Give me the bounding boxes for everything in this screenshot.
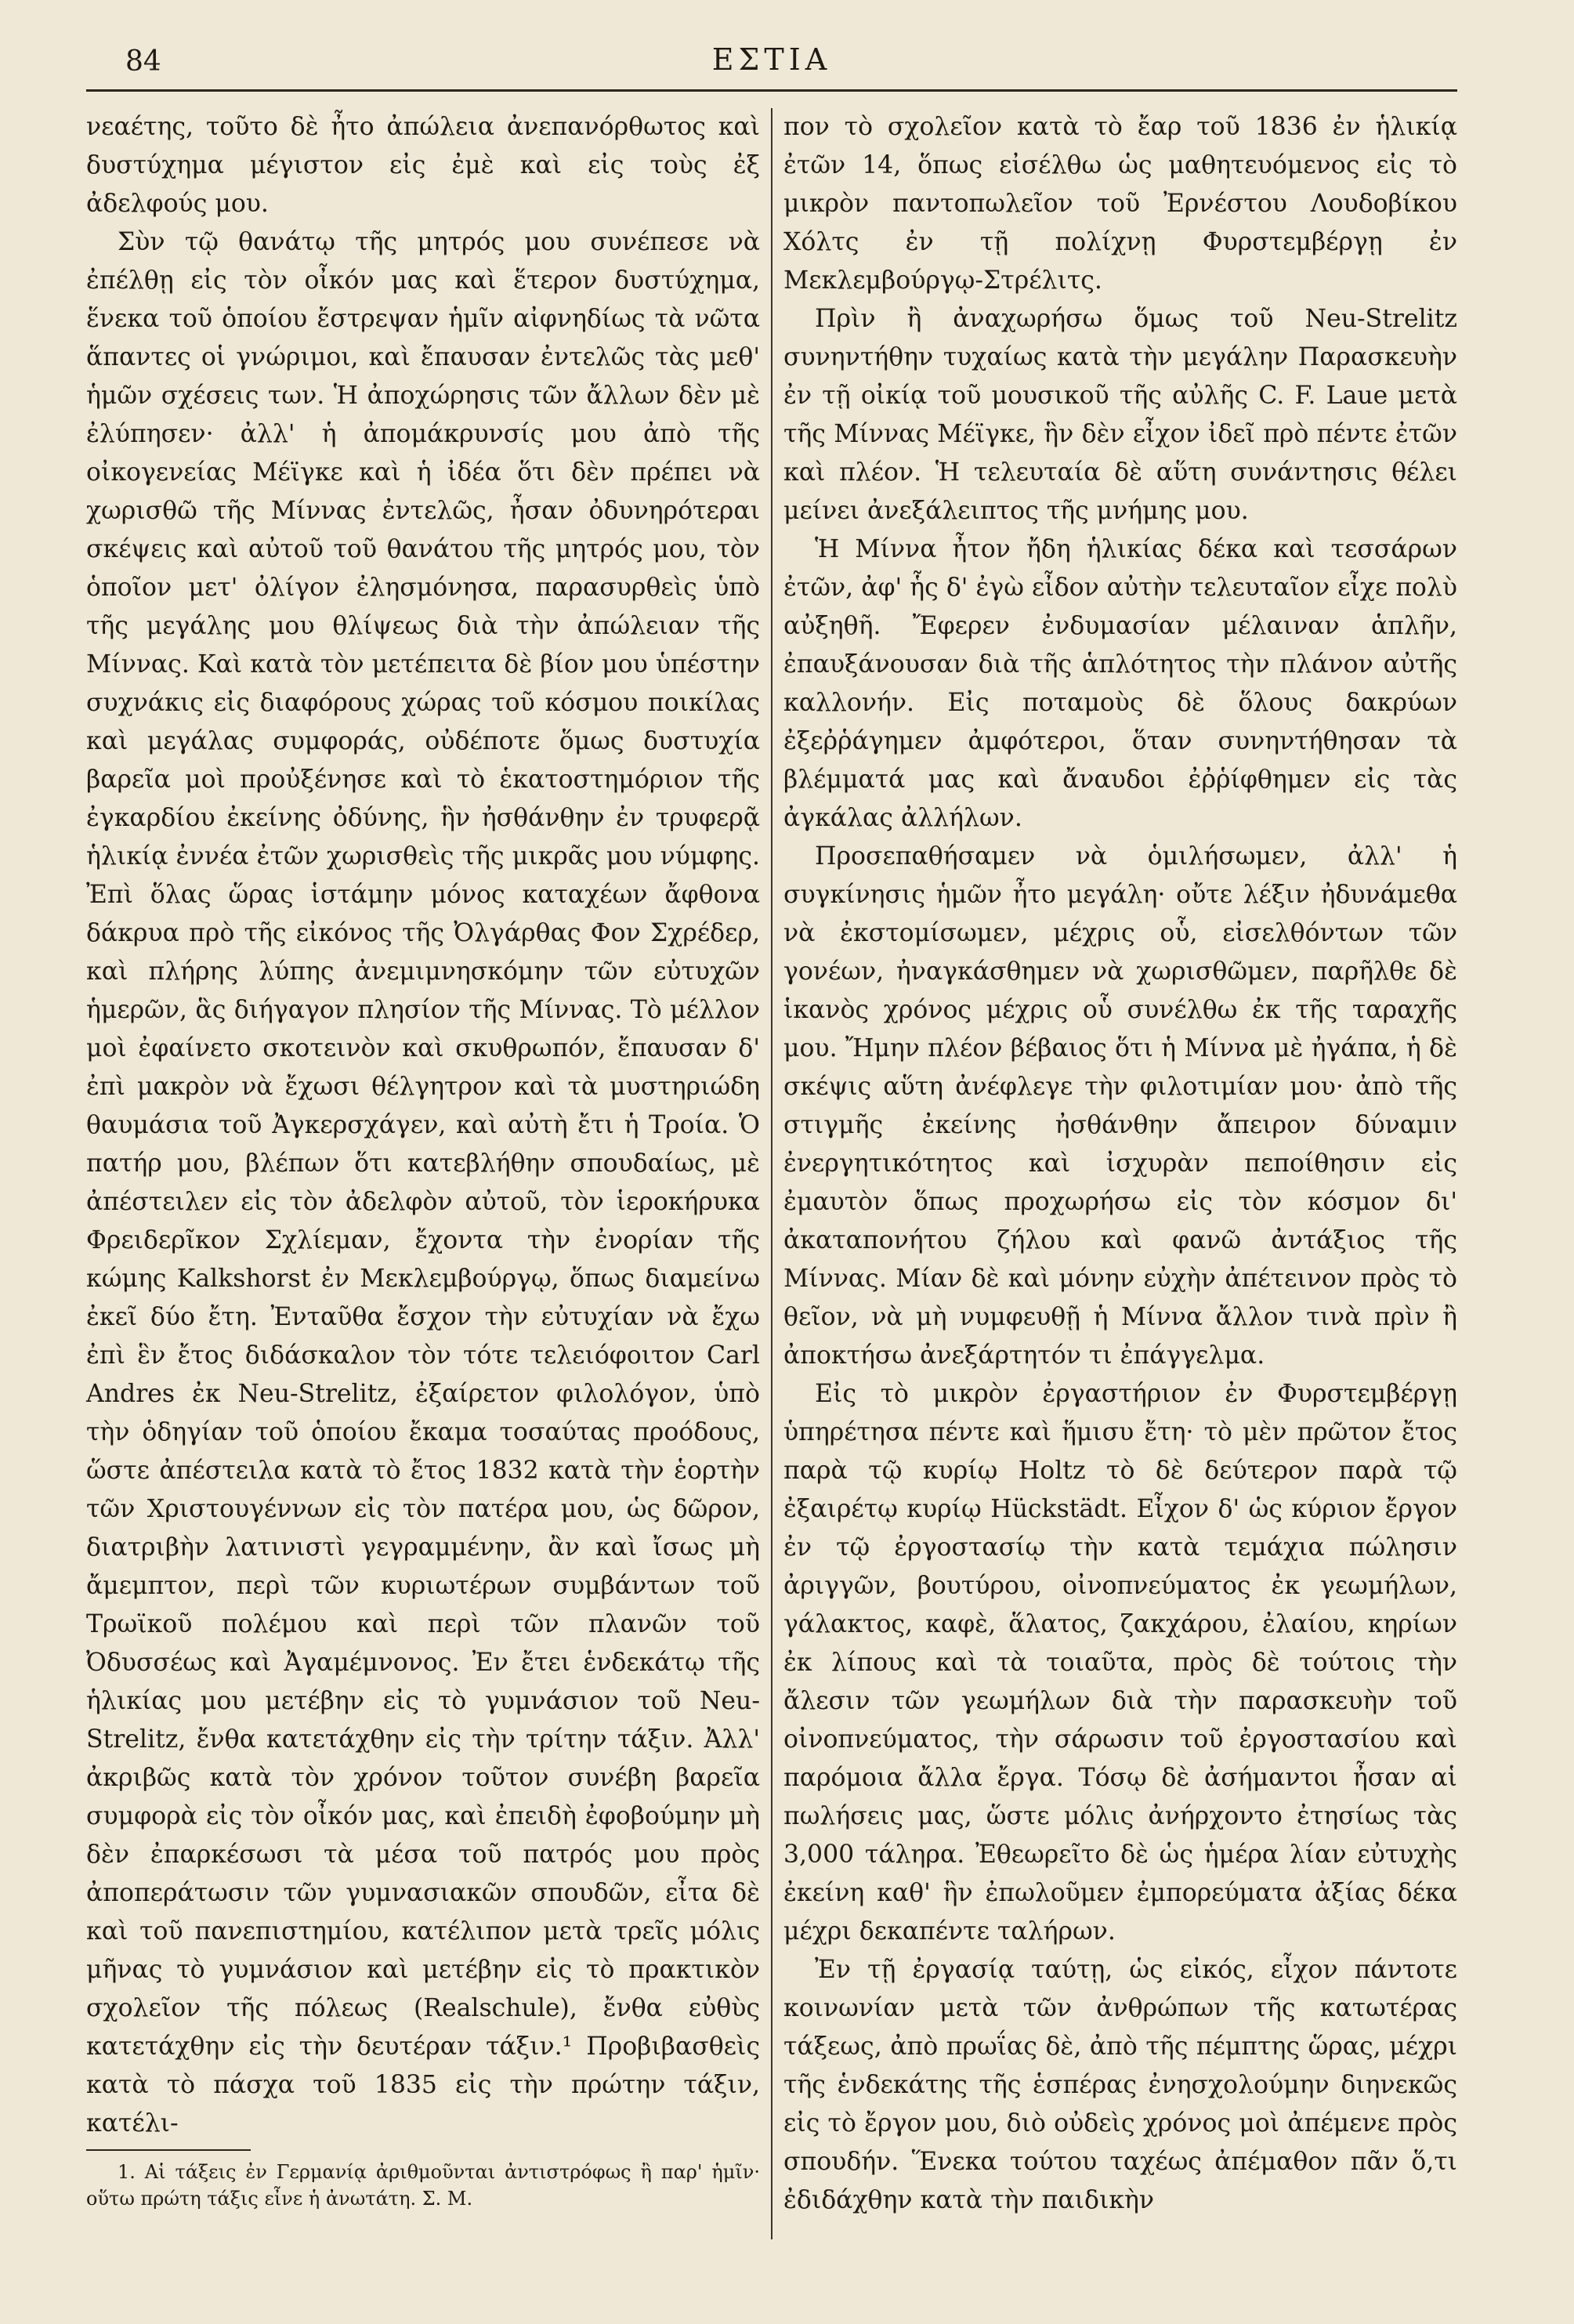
paragraph: Εἰς τὸ μικρὸν ἐργαστήριον ἐν Φυρστεμβέργῃ ὑπηρέτησα πέντε καὶ ἥμισυ ἔτη· τὸ μὲν πρῶτον ἔτος παρὰ τῷ κυρίῳ Holtz τὸ δὲ δεύτερον παρὰ τῷ ἐξαιρέτῳ κυρίῳ Hückstädt. Εἶχον δ' ὡς κύριον ἔργον ἐν τῷ ἐργοστασίῳ τὴν κατὰ τεμάχια πώλησιν ἀριγγῶν, βουτύρου, οἰνοπνεύματος ἐκ γεωμήλων, γάλακτος, καφὲ, ἅλατος, ζακχάρου, ἐλαίου, κηρίων ἐκ λίπους καὶ τὰ τοιαῦτα, πρὸς δὲ τούτοις τὴν ἄλεσιν τῶν γεωμήλων διὰ τὴν παρασκευὴν τοῦ οἰνοπνεύματος, τὴν σάρωσιν τοῦ ἐργοστασίου καὶ παρόμοια ἄλλα ἔργα. Τόσῳ δὲ ἀσήμαντοι ἦσαν αἱ πωλήσεις μας, ὥστε μόλις ἀνήρχοντο ἐτησίως τὰς 3,000 τάληρα. Ἐθεωρεῖτο δὲ ὡς ἡμέρα λίαν εὐτυχὴς ἐκείνη καθ' ἣν ἐπωλοῦμεν ἐμπορεύματα ἀξίας δέκα μέχρι δεκαπέντε ταλήρων.	[783, 1380, 1457, 1946]
paragraph: Ἐν τῇ ἐργασίᾳ ταύτῃ, ὡς εἰκός, εἶχον πάντοτε κοινωνίαν μετὰ τῶν ἀνθρώπων τῆς κατωτέρας τάξεως, ἀπὸ πρωΐας δὲ, ἀπὸ τῆς πέμπτης ὥρας, μέχρι τῆς ἑνδεκάτης τῆς ἑσπέρας ἐνησχολούμην διηνεκῶς εἰς τὸ ἔργον μου, διὸ οὐδεὶς χρόνος μοὶ ἀπέμενε πρὸς σπουδήν. Ἕνεκα τούτου ταχέως ἀπέμαθον πᾶν ὅ,τι ἐδιδάχθην κατὰ τὴν παιδικὴν	[783, 1956, 1457, 2214]
right-column	[783, 108, 1457, 2220]
paragraph: πον τὸ σχολεῖον κατὰ τὸ ἔαρ τοῦ 1836 ἐν ἡλικίᾳ ἐτῶν 14, ὅπως εἰσέλθω ὡς μαθητευόμενος εἰς τὸ μικρὸν παντοπωλεῖον τοῦ Ἐρνέστου Λουδοβίκου Χόλτς ἐν τῇ πολίχνῃ Φυρστεμβέργῃ ἐν Μεκλεμβούργῳ-Στρέλιτς.	[783, 113, 1457, 295]
page-header	[86, 34, 1457, 92]
paragraph: Πρὶν ἢ ἀναχωρήσω ὅμως τοῦ Neu-Strelitz συνηντήθην τυχαίως κατὰ τὴν μεγάλην Παρασκευὴν ἐν τῇ οἰκίᾳ τοῦ μουσικοῦ τῆς αὐλῆς C. F. Laue μετὰ τῆς Μίννας Μέϊγκε, ἣν δὲν εἶχον ἰδεῖ πρὸ πέντε ἐτῶν καὶ πλέον. Ἡ τελευταία δὲ αὕτη συνάντησις θέλει μείνει ἀνεξάλειπτος τῆς μνήμης μου.	[783, 305, 1457, 525]
column-divider	[771, 108, 773, 2239]
page-number: 84	[125, 45, 161, 78]
footnote-rule	[86, 2149, 251, 2151]
footnote: 1. Αἱ τάξεις ἐν Γερμανίᾳ ἀριθμοῦνται ἀντιστρόφως ἢ παρ' ἡμῖν· οὕτω πρώτη τάξις εἶνε ἡ ἀνωτάτη. Σ. Μ.	[86, 2161, 760, 2210]
text-columns	[86, 108, 1457, 2302]
left-column	[86, 108, 760, 2212]
paragraph: νεαέτης, τοῦτο δὲ ἦτο ἀπώλεια ἀνεπανόρθωτος καὶ δυστύχημα μέγιστον εἰς ἐμὲ καὶ εἰς τοὺς ἐξ ἀδελφούς μου.	[86, 113, 760, 218]
paragraph: Σὺν τῷ θανάτῳ τῆς μητρός μου συνέπεσε νὰ ἐπέλθῃ εἰς τὸν οἶκόν μας καὶ ἕτερον δυστύχημα, ἕνεκα τοῦ ὁποίου ἔστρεψαν ἡμῖν αἰφνηδίως τὰ νῶτα ἅπαντες οἱ γνώριμοι, καὶ ἔπαυσαν ἐντελῶς τὰς μεθ' ἡμῶν σχέσεις των. Ἡ ἀποχώρησις τῶν ἄλλων δὲν μὲ ἐλύπησεν· ἀλλ' ἡ ἀπομάκρυνσίς μου ἀπὸ τῆς οἰκογενείας Μέϊγκε καὶ ἡ ἰδέα ὅτι δὲν πρέπει νὰ χωρισθῶ τῆς Μίννας ἐντελῶς, ἦσαν ὀδυνηρότεραι σκέψεις καὶ αὐτοῦ τοῦ θανάτου τῆς μητρός μου, τὸν ὁποῖον μετ' ὀλίγον ἐλησμόνησα, παρασυρθεὶς ὑπὸ τῆς μεγάλης μου θλίψεως διὰ τὴν ἀπώλειαν τῆς Μίννας. Καὶ κατὰ τὸν μετέπειτα δὲ βίον μου ὑπέστην συχνάκις εἰς διαφόρους χώρας τοῦ κόσμου ποικίλας καὶ μεγάλας συμφοράς, οὐδέποτε ὅμως δυστυχία βαρεῖα μοὶ προὐξένησε καὶ τὸ ἑκατοστημόριον τῆς ἐγκαρδίου ἐκείνης ὀδύνης, ἣν ἠσθάνθην ἐν τρυφερᾷ ἡλικίᾳ ἐννέα ἐτῶν χωρισθεὶς τῆς μικρᾶς μου νύμφης. Ἐπὶ ὅλας ὥρας ἱστάμην μόνος καταχέων ἄφθονα δάκρυα πρὸ τῆς εἰκόνος τῆς Ὀλγάρθας Φον Σχρέδερ, καὶ πλήρης λύπης ἀνεμιμνησκόμην τῶν εὐτυχῶν ἡμερῶν, ἃς διήγαγον πλησίον τῆς Μίννας. Τὸ μέλλον μοὶ ἐφαίνετο σκοτεινὸν καὶ σκυθρωπόν, ἔπαυσαν δ' ἐπὶ μακρὸν νὰ ἔχωσι θέλγητρον καὶ τὰ μυστηριώδη θαυμάσια τοῦ Ἀγκερσχάγεν, καὶ αὐτὴ ἔτι ἡ Τροία. Ὁ πατήρ μου, βλέπων ὅτι κατεβλήθην σπουδαίως, μὲ ἀπέστειλεν εἰς τὸν ἀδελφὸν αὐτοῦ, τὸν ἱεροκήρυκα Φρειδερῖκον Σχλίεμαν, ἔχοντα τὴν ἐνορίαν τῆς κώμης Kalkshorst ἐν Μεκλεμβούργῳ, ὅπως διαμείνω ἐκεῖ δύο ἔτη. Ἐνταῦθα ἔσχον τὴν εὐτυχίαν νὰ ἔχω ἐπὶ ἓν ἔτος διδάσκαλον τὸν τότε τελειόφοιτον Carl Andres ἐκ Neu-Strelitz, ἐξαίρετον φιλολόγον, ὑπὸ τὴν ὁδηγίαν τοῦ ὁποίου ἔκαμα τοσαύτας προόδους, ὥστε ἀπέστειλα κατὰ τὸ ἔτος 1832 κατὰ τὴν ἑορτὴν τῶν Χριστουγέννων εἰς τὸν πατέρα μου, ὡς δῶρον, διατριβὴν λατινιστὶ γεγραμμένην, ἂν καὶ ἴσως μὴ ἄμεμπτον, περὶ τῶν κυριωτέρων συμβάντων τοῦ Τρωϊκοῦ πολέμου καὶ περὶ τῶν πλανῶν τοῦ Ὀδυσσέως καὶ Ἀγαμέμνονος. Ἐν ἔτει ἑνδεκάτῳ τῆς ἡλικίας μου μετέβην εἰς τὸ γυμνάσιον τοῦ Neu-Strelitz, ἔνθα κατετάχθην εἰς τὴν τρίτην τάξιν. Ἀλλ' ἀκριβῶς κατὰ τὸν χρόνον τοῦτον συνέβη βαρεῖα συμφορὰ εἰς τὸν οἶκόν μας, καὶ ἐπειδὴ ἐφοβούμην μὴ δὲν ἐπαρκέσωσι τὰ μέσα τοῦ πατρός μου πρὸς ἀποπεράτωσιν τῶν γυμνασιακῶν σπουδῶν, εἶτα δὲ καὶ τοῦ πανεπιστημίου, κατέλιπον μετὰ τρεῖς μόλις μῆνας τὸ γυμνάσιον καὶ μετέβην εἰς τὸ πρακτικὸν σχολεῖον τῆς πόλεως (Realschule), ἔνθα εὐθὺς κατετάχθην εἰς τὴν δευτέραν τάξιν.¹ Προβιβασθεὶς κατὰ τὸ πάσχα τοῦ 1835 εἰς τὴν πρώτην τάξιν, κατέλι-	[86, 228, 760, 2138]
paragraph: Προσεπαθήσαμεν νὰ ὁμιλήσωμεν, ἀλλ' ἡ συγκίνησις ἡμῶν ἦτο μεγάλη· οὔτε λέξιν ἠδυνάμεθα νὰ ἐκστομίσωμεν, μέχρις οὗ, εἰσελθόντων τῶν γονέων, ἠναγκάσθημεν νὰ χωρισθῶμεν, παρῆλθε δὲ ἱκανὸς χρόνος μέχρις οὗ συνέλθω ἐκ τῆς ταραχῆς μου. Ἤμην πλέον βέβαιος ὅτι ἡ Μίννα μὲ ἠγάπα, ἡ δὲ σκέψις αὕτη ἀνέφλεγε τὴν φιλοτιμίαν μου· ἀπὸ τῆς στιγμῆς ἐκείνης ἠσθάνθην ἄπειρον δύναμιν ἐνεργητικότητος καὶ ἰσχυρὰν πεποίθησιν εἰς ἐμαυτὸν ὅπως προχωρήσω εἰς τὸν κόσμον δι' ἀκαταπονήτου ζήλου καὶ φανῶ ἀντάξιος τῆς Μίννας. Μίαν δὲ καὶ μόνην εὐχὴν ἀπέτεινον πρὸς τὸ θεῖον, νὰ μὴ νυμφευθῇ ἡ Μίννα ἄλλον τινὰ πρὶν ἢ ἀποκτήσω ἀνεξάρτητόν τι ἐπάγγελμα.	[783, 842, 1457, 1370]
running-title: ΕΣΤΙΑ	[711, 42, 832, 77]
paragraph: Ἡ Μίννα ἦτον ἤδη ἡλικίας δέκα καὶ τεσσάρων ἐτῶν, ἀφ' ἧς δ' ἐγὼ εἶδον αὐτὴν τελευταῖον εἶχε πολὺ αὐξηθῆ. Ἔφερεν ἐνδυμασίαν μέλαιναν ἁπλῆν, ἐπαυξάνουσαν διὰ τῆς ἁπλότητος τὴν πλάνον αὐτῆς καλλονήν. Εἰς ποταμοὺς δὲ ὅλους δακρύων ἐξεῤῥάγημεν ἀμφότεροι, ὅταν συνηντήθησαν τὰ βλέμματά μας καὶ ἄναυδοι ἐῤῥίφθημεν εἰς τὰς ἀγκάλας ἀλλήλων.	[783, 535, 1457, 832]
